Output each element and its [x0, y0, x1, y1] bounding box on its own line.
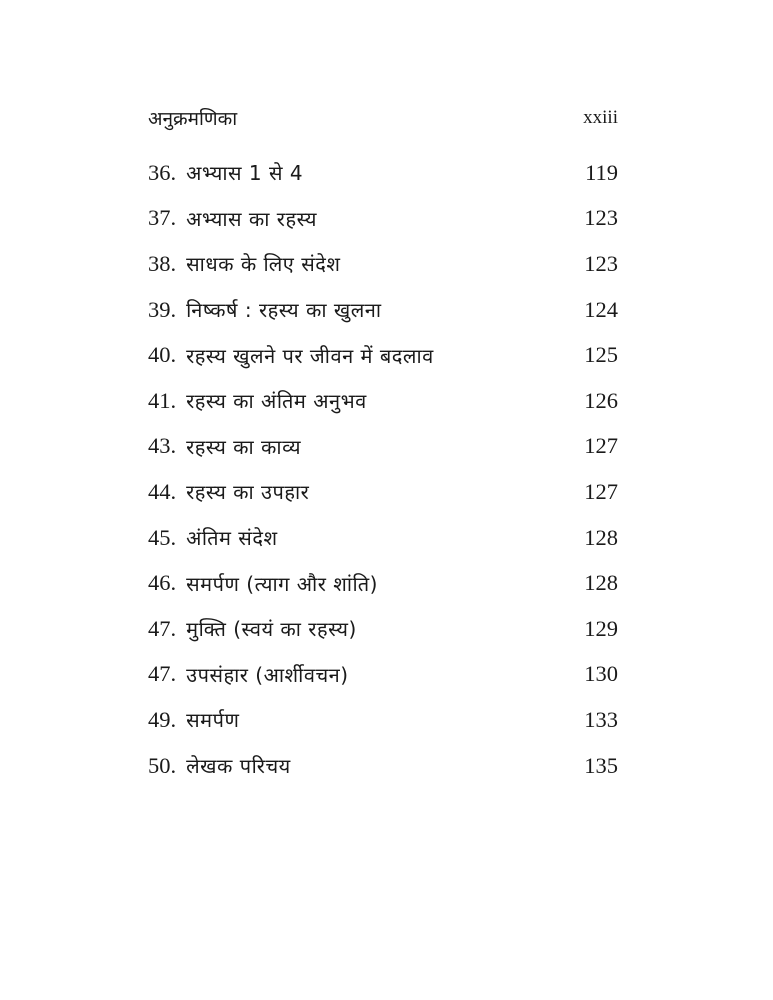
- entry-number: 44.: [148, 478, 177, 504]
- entry-number: 36.: [148, 159, 177, 185]
- toc-entry: [148, 697, 618, 743]
- entry-number: 41.: [148, 387, 177, 413]
- entry-title: अभ्यास का रहस्य: [186, 206, 317, 231]
- entry-page: 128: [584, 524, 618, 550]
- entry-page: 127: [584, 478, 618, 504]
- entry-number: 45.: [148, 524, 177, 550]
- entry-title: रहस्य का उपहार: [186, 480, 310, 505]
- entry-number: 49.: [148, 706, 177, 732]
- entry-page: 127: [584, 433, 618, 459]
- entry-title: मुक्ति (स्वयं का रहस्य): [186, 617, 357, 642]
- running-header: [148, 103, 618, 133]
- entry-number: 40.: [148, 342, 177, 368]
- entry-page: 129: [584, 615, 618, 641]
- entry-page: 123: [584, 205, 618, 231]
- toc-entry: [148, 196, 618, 242]
- entry-title: अभ्यास 1 से 4: [186, 161, 304, 186]
- entry-title: लेखक परिचय: [186, 754, 291, 779]
- toc-entry: [148, 652, 618, 698]
- toc-entry: [148, 287, 618, 333]
- entry-page: 130: [584, 661, 618, 687]
- entry-number: 38.: [148, 250, 177, 276]
- toc-entry: [148, 469, 618, 515]
- entry-number: 47.: [148, 615, 177, 641]
- toc-entry: [148, 332, 618, 378]
- toc-entry: [148, 150, 618, 196]
- entry-title: समर्पण: [186, 708, 240, 733]
- section-title: अनुक्रमणिका: [148, 109, 238, 130]
- entry-page: 123: [584, 250, 618, 276]
- toc-entry: [148, 560, 618, 606]
- toc-entry: [148, 606, 618, 652]
- toc-entry: [148, 241, 618, 287]
- entry-title: रहस्य का काव्य: [186, 434, 302, 459]
- toc-entry: [148, 743, 618, 789]
- entry-page: 124: [584, 296, 618, 322]
- entry-page: 128: [584, 570, 618, 596]
- toc-entry: [148, 515, 618, 561]
- toc-entry: [148, 378, 618, 424]
- entry-page: 119: [585, 159, 618, 185]
- entry-title: समर्पण (त्याग और शांति): [186, 571, 378, 596]
- toc-entry: [148, 424, 618, 470]
- table-of-contents: [148, 150, 618, 788]
- entry-page: 135: [584, 752, 618, 778]
- entry-title: उपसंहार (आर्शीवचन): [186, 662, 349, 687]
- entry-number: 39.: [148, 296, 177, 322]
- entry-title: साधक के लिए संदेश: [186, 252, 341, 277]
- entry-number: 50.: [148, 752, 177, 778]
- entry-page: 133: [584, 706, 618, 732]
- entry-page: 125: [584, 342, 618, 368]
- entry-number: 47.: [148, 661, 177, 687]
- page-number: xxiii: [583, 107, 618, 128]
- entry-title: रहस्य का अंतिम अनुभव: [186, 389, 367, 414]
- entry-number: 37.: [148, 205, 177, 231]
- entry-title: निष्कर्ष : रहस्य का खुलना: [186, 298, 382, 323]
- entry-page: 126: [584, 387, 618, 413]
- entry-title: रहस्य खुलने पर जीवन में बदलाव: [186, 343, 434, 368]
- entry-title: अंतिम संदेश: [186, 526, 278, 551]
- entry-number: 43.: [148, 433, 177, 459]
- entry-number: 46.: [148, 570, 177, 596]
